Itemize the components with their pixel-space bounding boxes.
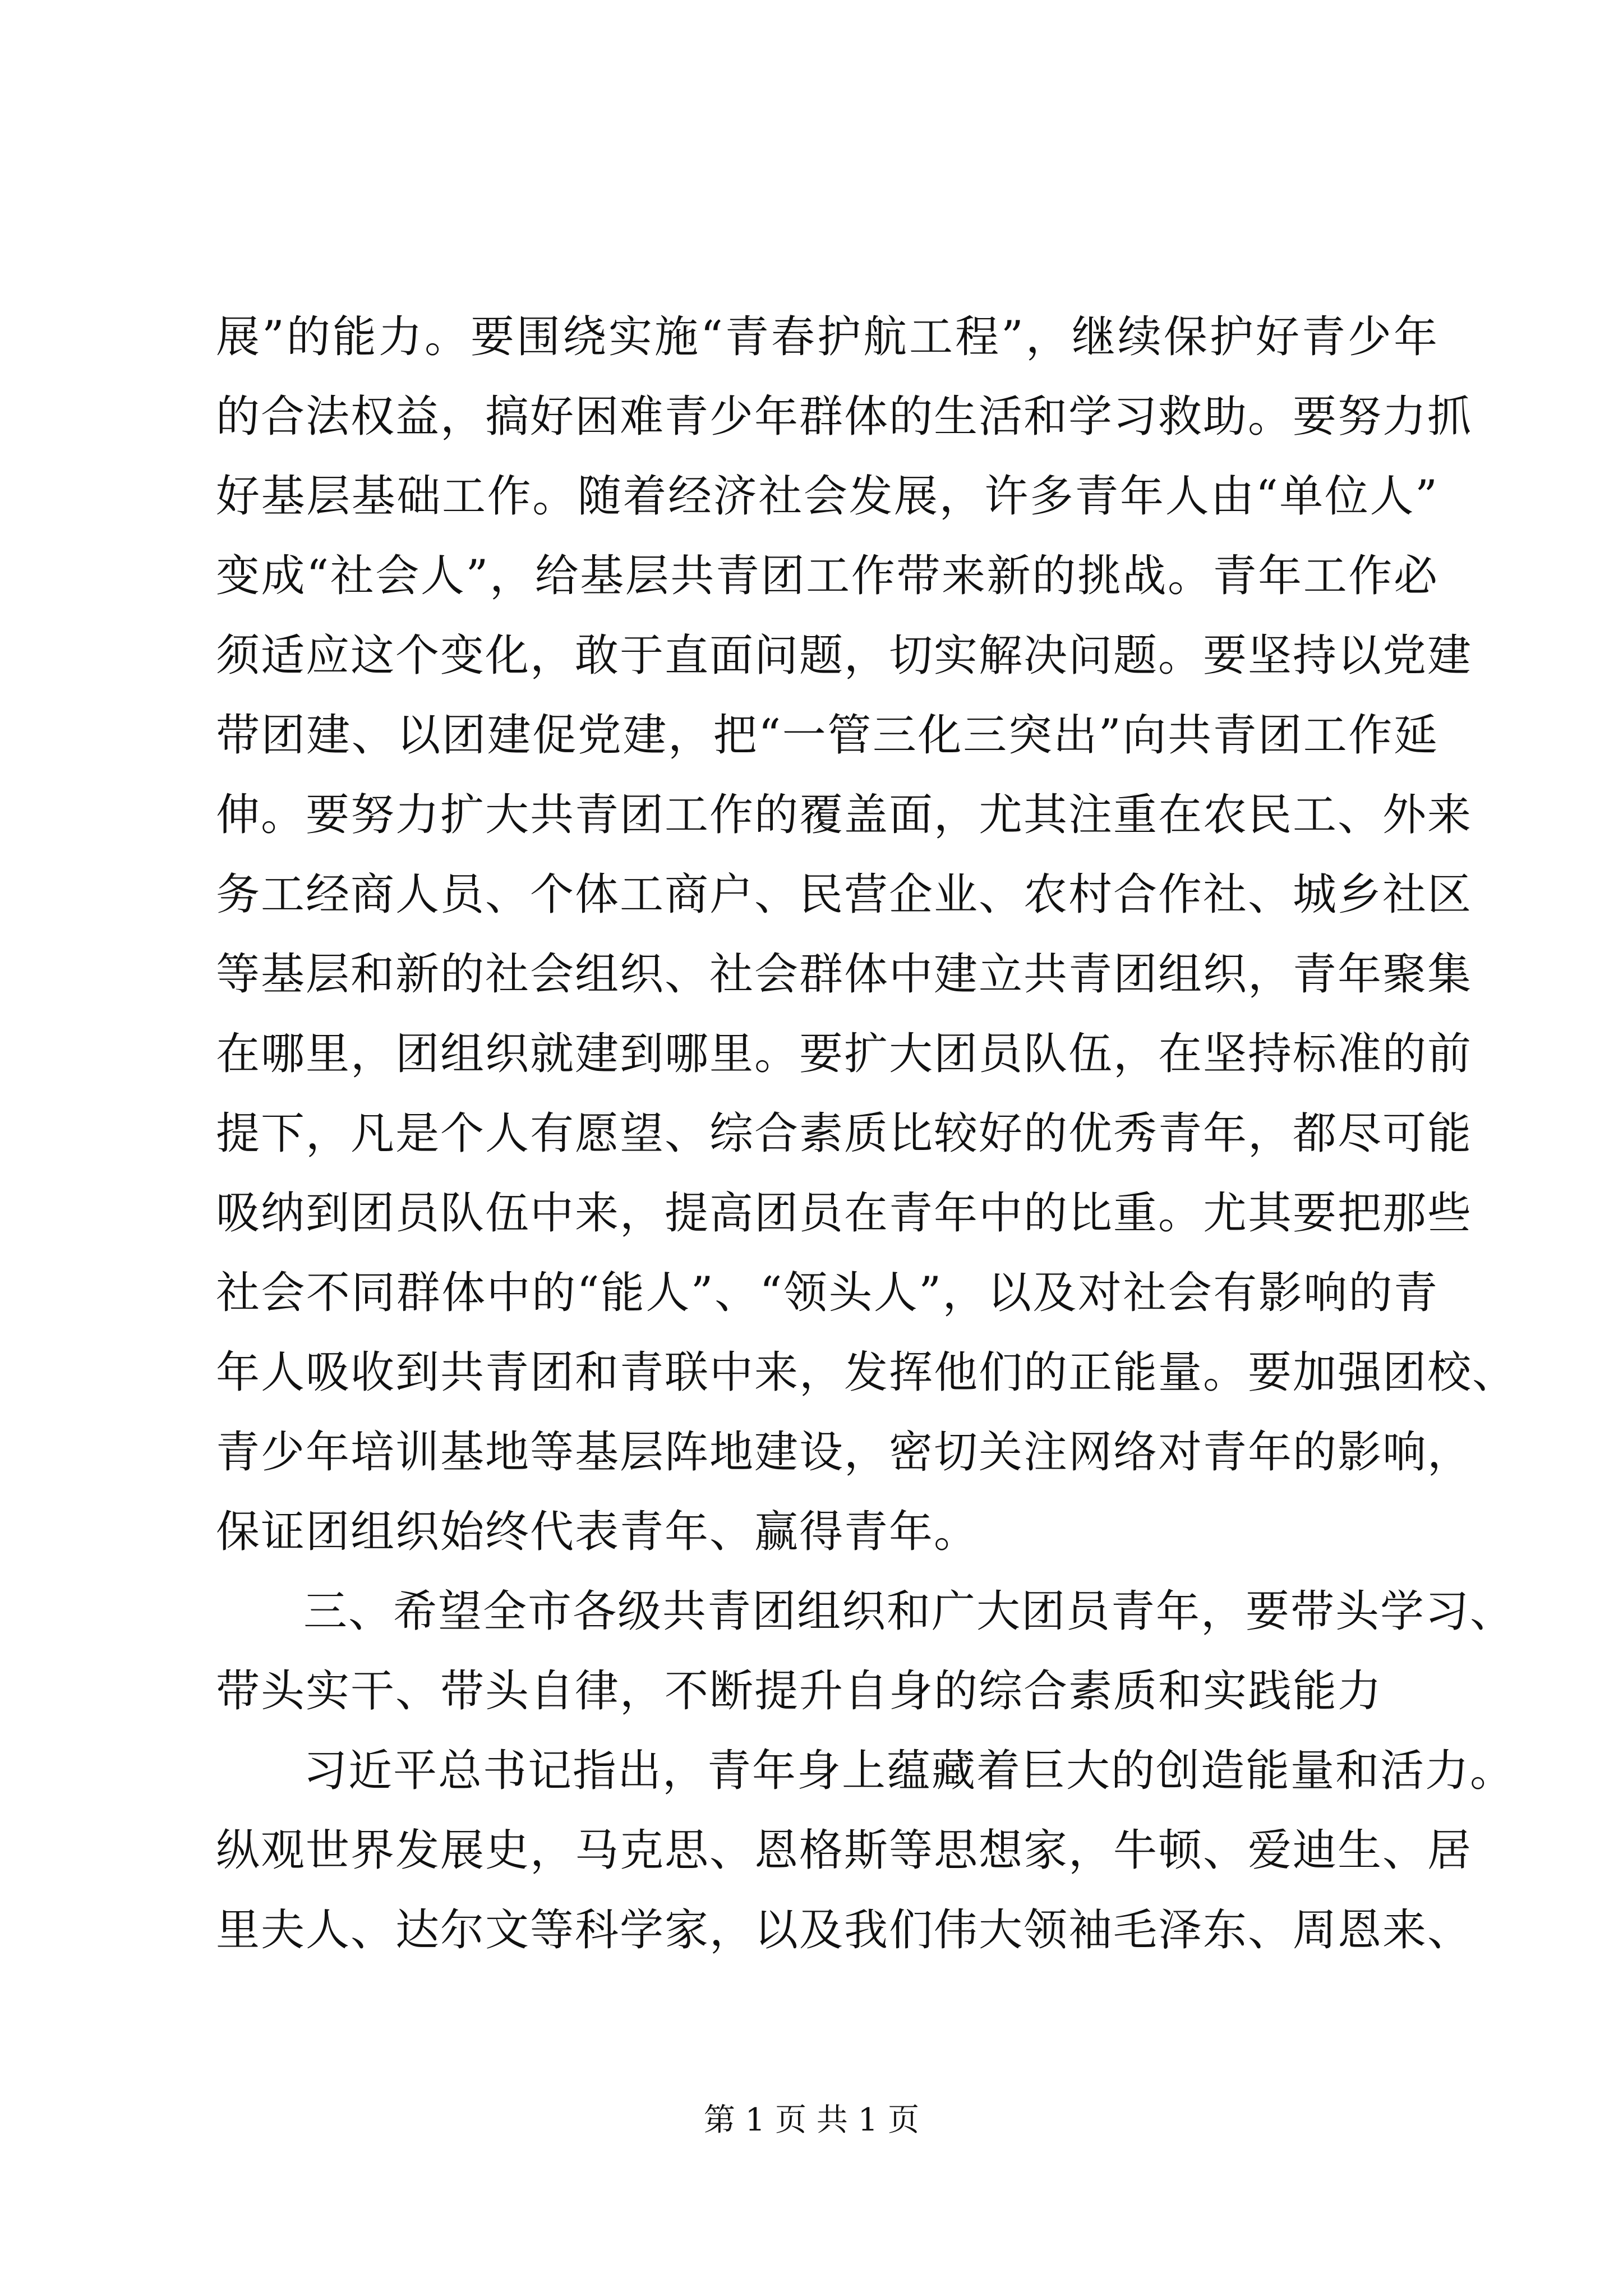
text-line: 里夫人、达尔文等科学家，以及我们伟大领袖毛泽东、周恩来、 <box>216 1905 1473 1955</box>
text-line: 变成“社会人”，给基层共青团工作带来新的挑战。青年工作必 <box>216 551 1438 601</box>
section-heading-line: 三、希望全市各级共青团组织和广大团员青年，要带头学习、 <box>303 1586 1515 1637</box>
text-line: 年人吸收到共青团和青联中来，发挥他们的正能量。要加强团校、 <box>216 1347 1518 1398</box>
text-line: 保证团组织始终代表青年、赢得青年。 <box>216 1507 979 1557</box>
text-line: 等基层和新的社会组织、社会群体中建立共青团组织，青年聚集 <box>216 949 1473 1000</box>
text-line: 习近平总书记指出，青年身上蕴藏着巨大的创造能量和活力。 <box>303 1746 1515 1796</box>
text-line: 带团建、以团建促党建，把“一管三化三突出”向共青团工作延 <box>216 710 1438 761</box>
text-line: 的合法权益，搞好困难青少年群体的生活和学习救助。要努力抓 <box>216 392 1473 442</box>
text-line: 伸。要努力扩大共青团工作的覆盖面，尤其注重在农民工、外来 <box>216 790 1473 840</box>
text-line: 在哪里，团组织就建到哪里。要扩大团员队伍，在坚持标准的前 <box>216 1029 1473 1079</box>
text-line: 纵观世界发展史，马克思、恩格斯等思想家，牛顿、爱迪生、居 <box>216 1825 1473 1876</box>
text-line: 须适应这个变化，敢于直面问题，切实解决问题。要坚持以党建 <box>216 631 1473 681</box>
page-footer <box>0 2101 1623 2140</box>
text-line: 提下，凡是个人有愿望、综合素质比较好的优秀青年，都尽可能 <box>216 1108 1473 1159</box>
section-heading-line: 带头实干、带头自律，不断提升自身的综合素质和实践能力 <box>216 1666 1383 1717</box>
page-number-label: 第 1 页 共 1 页 <box>703 2102 920 2138</box>
text-line: 展”的能力。要围绕实施“青春护航工程”，继续保护好青少年 <box>216 312 1438 362</box>
text-line: 务工经商人员、个体工商户、民营企业、农村合作社、城乡社区 <box>216 869 1473 920</box>
text-line: 吸纳到团员队伍中来，提高团员在青年中的比重。尤其要把那些 <box>216 1188 1473 1239</box>
document-body <box>216 297 1518 1970</box>
text-line: 好基层基础工作。随着经济社会发展，许多青年人由“单位人” <box>216 471 1438 522</box>
text-line: 社会不同群体中的“能人”、“领头人”，以及对社会有影响的青 <box>216 1268 1438 1318</box>
text-line: 青少年培训基地等基层阵地建设，密切关注网络对青年的影响， <box>216 1427 1473 1478</box>
